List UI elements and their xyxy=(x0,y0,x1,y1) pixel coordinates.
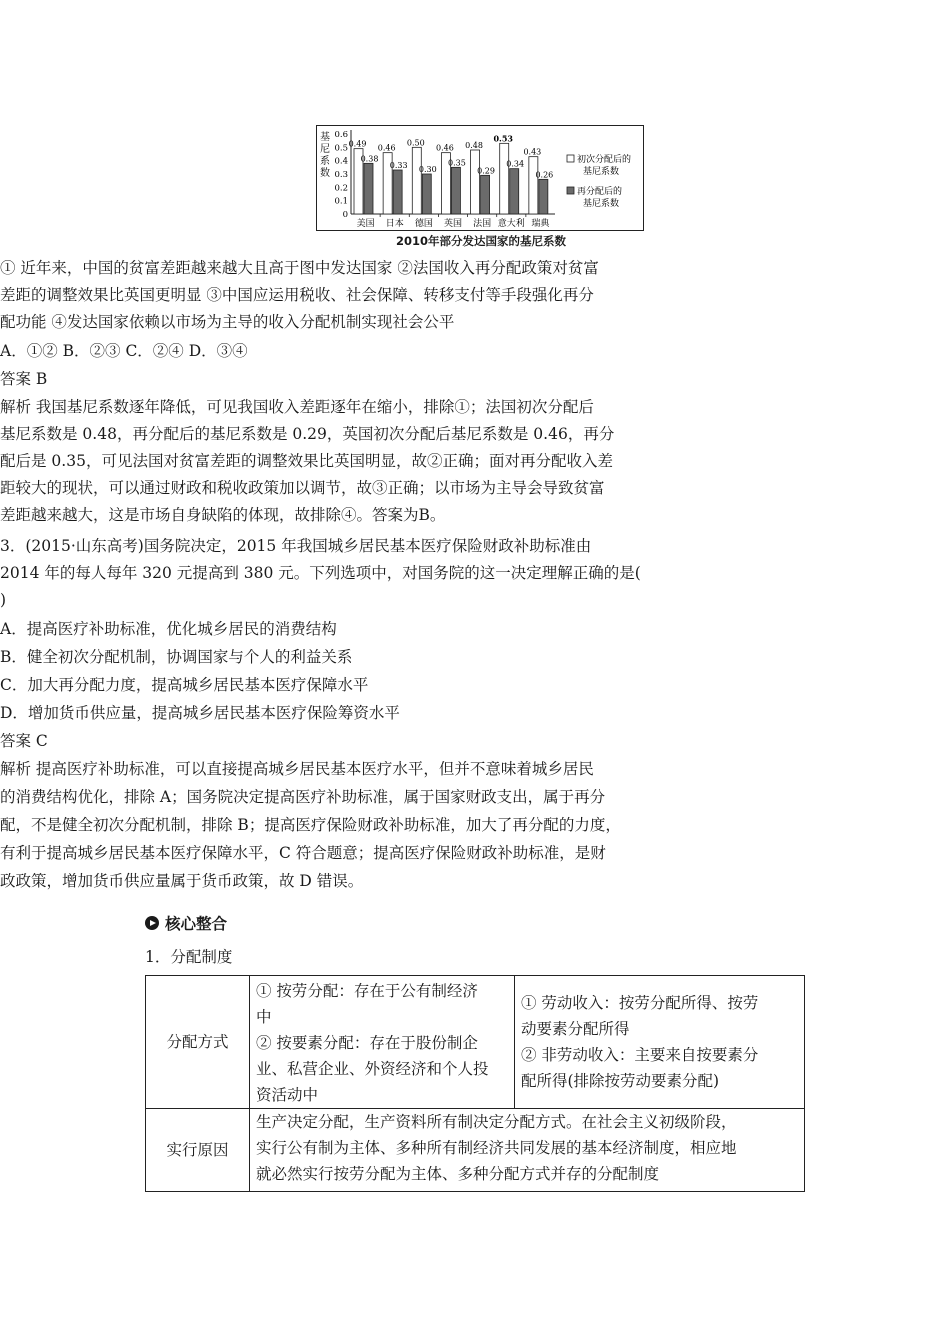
legend-swatch-primary xyxy=(567,155,574,162)
legend-label: 再分配后的 xyxy=(577,187,623,197)
q2-options-line-3: 配功能 ④发达国家依赖以市场为主导的收入分配机制实现社会公平 xyxy=(0,313,455,331)
q2-options-line-2: 差距的调整效果比英国更明显 ③中国应运用税收、社会保障、转移支付等手段强化再分 xyxy=(0,286,594,304)
legend-label: 基尼系数 xyxy=(583,199,620,209)
y-tick-label: 0 xyxy=(342,210,348,220)
table-row xyxy=(146,976,805,1109)
q2-analysis-line-5: 差距越来越大，这是市场自身缺陷的体现，故排除④。答案为B。 xyxy=(0,506,446,524)
data-label: 0.48 xyxy=(465,141,483,150)
y-tick-label: 0.1 xyxy=(334,196,348,207)
cell-reason xyxy=(250,1109,805,1192)
data-label: 0.30 xyxy=(418,165,437,174)
data-label: 0.53 xyxy=(493,133,513,144)
q2-options-line-1: ① 近年来，中国的贫富差距越来越大且高于图中发达国家 ②法国收入再分配政策对贫富 xyxy=(0,259,599,277)
cell-line: 中 xyxy=(256,1008,272,1026)
q3-stem-line-3: ) xyxy=(0,591,7,609)
bar-redistribution xyxy=(510,169,519,214)
x-tick-label: 瑞典 xyxy=(531,219,550,229)
cell-line: 就必然实行按劳分配为主体、多种分配方式并存的分配制度 xyxy=(256,1165,660,1183)
cell-line: ② 非劳动收入：主要来自按要素分 xyxy=(521,1046,759,1064)
bar-redistribution xyxy=(481,175,490,214)
y-tick-label: 0.3 xyxy=(334,170,348,180)
row-label-reason: 实行原因 xyxy=(146,1109,250,1192)
distribution-table xyxy=(145,975,805,1192)
section-title: 核心整合 xyxy=(165,915,228,933)
table-row xyxy=(146,1109,805,1192)
q3-analysis-line-3: 配，不是健全初次分配机制，排除 B；提高医疗保险财政补助标准，加大了再分配的力度， xyxy=(0,816,621,834)
cell-line: ② 按要素分配：存在于股份制企 xyxy=(256,1034,478,1052)
y-tick-label: 0.4 xyxy=(334,156,348,167)
data-label: 0.35 xyxy=(448,158,466,168)
q3-answer: 答案 C xyxy=(0,732,48,750)
bar-redistribution xyxy=(539,179,548,214)
q3-option-a: A．提高医疗补助标准，优化城乡居民的消费结构 xyxy=(0,620,337,638)
bar-redistribution xyxy=(393,170,402,214)
play-icon xyxy=(145,916,159,930)
data-label: 0.26 xyxy=(535,170,554,180)
cell-income-types xyxy=(515,976,805,1109)
q2-analysis-line-2: 基尼系数是 0.48，再分配后的基尼系数是 0.29，英国初次分配后基尼系数是 0.46，再分 xyxy=(0,425,615,443)
data-label: 0.46 xyxy=(377,143,396,153)
q2-analysis-line-1: 解析 我国基尼系数逐年降低，可见我国收入差距逐年在缩小，排除①；法国初次分配后 xyxy=(0,398,594,416)
q2-choices: A．①② B．②③ C．②④ D．③④ xyxy=(0,342,248,360)
y-axis-label-char: 数 xyxy=(320,168,330,179)
bar-redistribution xyxy=(422,174,431,214)
q3-analysis-line-2: 的消费结构优化，排除 A；国务院决定提高医疗补助标准，属于国家财政支出，属于再分 xyxy=(0,788,606,806)
cell-distribution-methods xyxy=(250,976,515,1109)
y-axis-label-char: 系 xyxy=(320,156,330,167)
chart-svg xyxy=(317,126,643,230)
data-label: 0.46 xyxy=(436,143,454,153)
chart-caption: 2010年部分发达国家的基尼系数 xyxy=(395,234,566,248)
gini-chart xyxy=(316,125,644,249)
y-axis-label-char: 尼 xyxy=(320,144,330,155)
data-label: 0.34 xyxy=(506,159,525,169)
cell-line: 资活动中 xyxy=(256,1086,319,1104)
bar-redistribution xyxy=(364,163,373,214)
q3-stem-line-2: 2014 年的每人每年 320 元提高到 380 元。下列选项中，对国务院的这一决定理解正确的是( xyxy=(0,564,641,582)
legend-swatch-redistribution xyxy=(567,187,574,194)
cell-line: 配所得(排除按劳动要素分配) xyxy=(521,1072,720,1090)
x-tick-label: 德国 xyxy=(414,219,433,229)
data-label: 0.29 xyxy=(477,166,495,176)
cell-line: 生产决定分配，生产资料所有制决定分配方式。在社会主义初级阶段， xyxy=(256,1113,737,1131)
q3-analysis-line-1: 解析 提高医疗补助标准，可以直接提高城乡居民基本医疗水平，但并不意味着城乡居民 xyxy=(0,760,594,778)
bar-primary xyxy=(412,147,421,214)
cell-line: 业、私营企业、外资经济和个人投 xyxy=(256,1060,489,1078)
data-label: 0.49 xyxy=(348,139,367,149)
bar-primary xyxy=(471,150,480,214)
x-tick-label: 法国 xyxy=(473,219,492,229)
chart-frame xyxy=(316,125,644,231)
x-tick-label: 美国 xyxy=(356,219,375,229)
section-subtitle: 1．分配制度 xyxy=(145,948,233,966)
q2-answer: 答案 B xyxy=(0,370,48,388)
bar-redistribution xyxy=(451,167,460,214)
data-label: 0.50 xyxy=(406,138,425,148)
data-label: 0.43 xyxy=(523,147,542,157)
bar-primary xyxy=(529,157,538,214)
cell-line: ① 按劳分配：存在于公有制经济 xyxy=(256,982,478,1000)
cell-line: 实行公有制为主体、多种所有制经济共同发展的基本经济制度，相应地 xyxy=(256,1139,737,1157)
q2-analysis-line-4: 距较大的现状，可以通过财政和税收政策加以调节，故③正确；以市场为主导会导致贫富 xyxy=(0,479,605,497)
section-header xyxy=(145,912,227,934)
q3-stem-line-1: 3．(2015·山东高考)国务院决定，2015 年我国城乡居民基本医疗保险财政补助标准由 xyxy=(0,537,592,555)
q3-option-c: C．加大再分配力度，提高城乡居民基本医疗保障水平 xyxy=(0,676,369,694)
y-tick-label: 0.2 xyxy=(334,183,348,194)
q3-analysis-line-4: 有利于提高城乡居民基本医疗保障水平，C 符合题意；提高医疗保险财政补助标准，是财 xyxy=(0,844,606,862)
cell-line: ① 劳动收入：按劳分配所得、按劳 xyxy=(521,994,759,1012)
bar-primary xyxy=(500,143,509,214)
x-tick-label: 英国 xyxy=(443,219,463,229)
data-label: 0.38 xyxy=(360,154,379,164)
cell-line: 动要素分配所得 xyxy=(521,1020,630,1038)
y-tick-label: 0.5 xyxy=(334,143,348,154)
legend-label: 基尼系数 xyxy=(583,167,620,177)
q3-analysis-line-5: 政政策，增加货币供应量属于货币政策，故 D 错误。 xyxy=(0,872,364,890)
y-axis-label-char: 基 xyxy=(320,132,330,143)
q3-option-d: D．增加货币供应量，提高城乡居民基本医疗保险筹资水平 xyxy=(0,704,400,722)
row-label-method: 分配方式 xyxy=(146,976,250,1109)
data-label: 0.33 xyxy=(389,161,408,170)
legend-label: 初次分配后的 xyxy=(577,155,632,165)
x-tick-label: 日本 xyxy=(385,219,404,229)
q3-option-b: B．健全初次分配机制，协调国家与个人的利益关系 xyxy=(0,648,353,666)
x-tick-label: 意大利 xyxy=(497,219,525,229)
q2-analysis-line-3: 配后是 0.35，可见法国对贫富差距的调整效果比英国明显，故②正确；面对再分配收入差 xyxy=(0,452,613,470)
y-tick-label: 0.6 xyxy=(334,130,348,140)
